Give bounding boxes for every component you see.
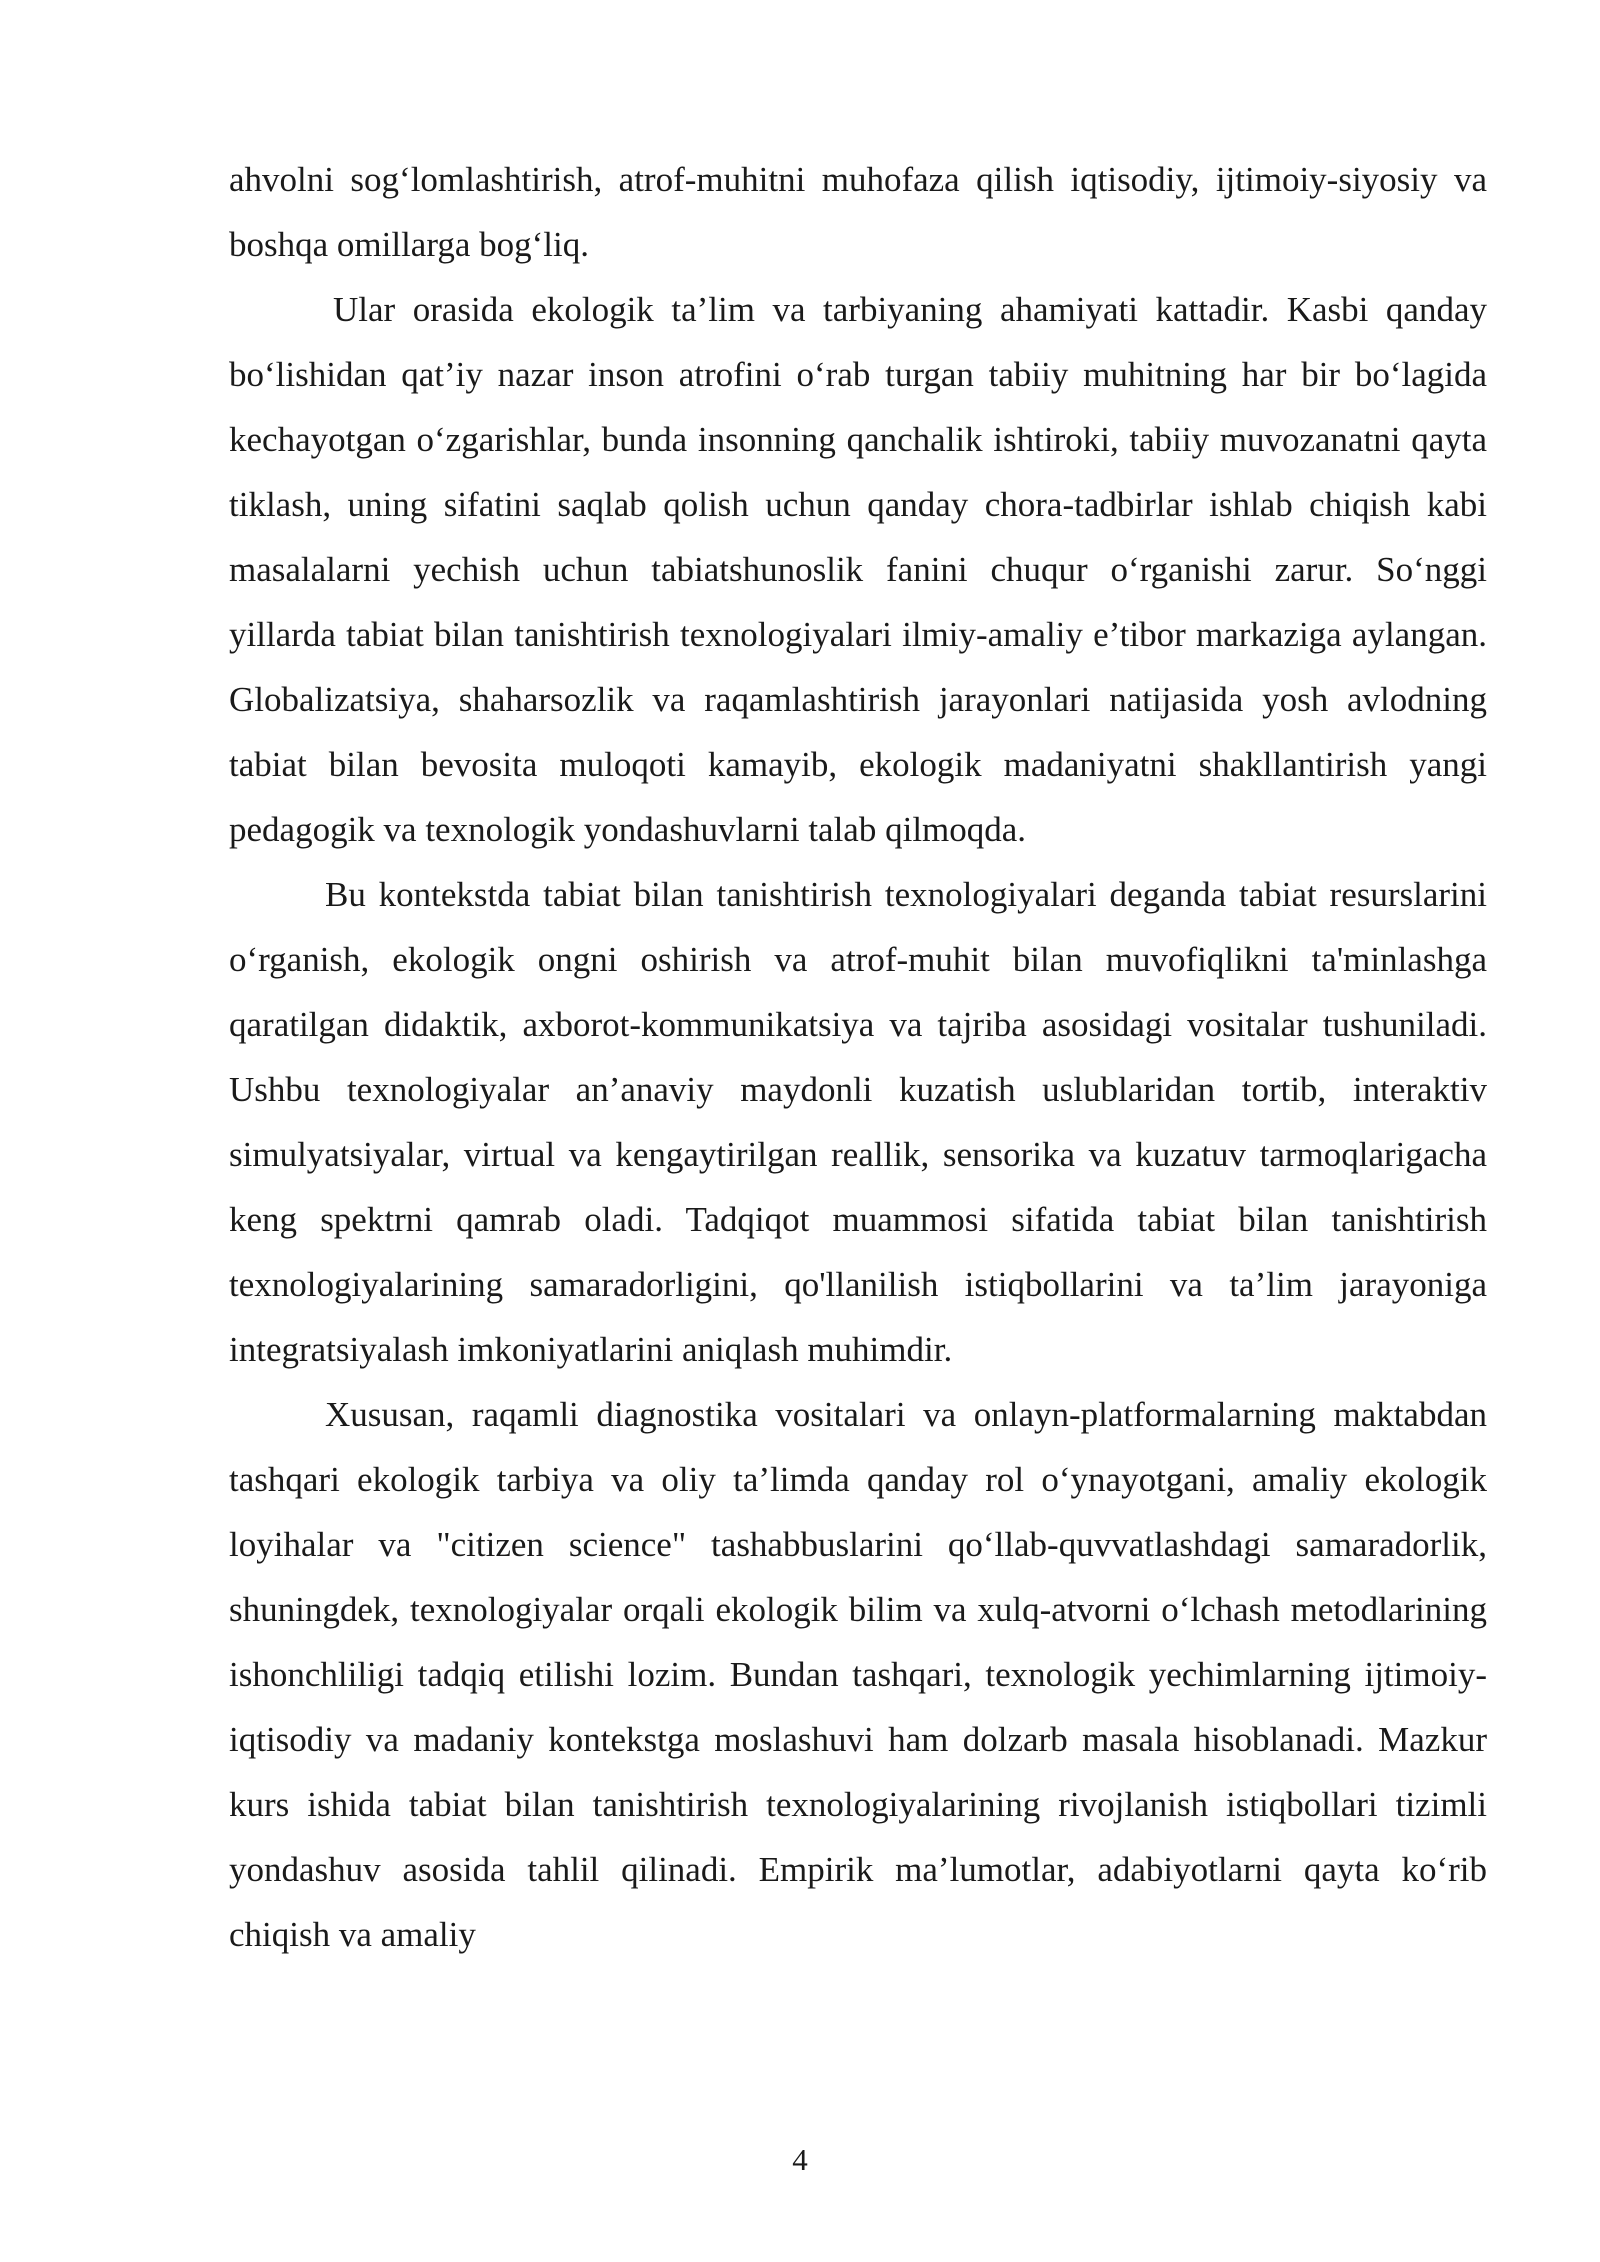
paragraph-continuation: ahvolni sog‘lomlashtirish, atrof-muhitni muhofaza qilish iqtisodiy, ijtimoiy-siyosiy va boshqa omillarga bog‘liq. [229, 160, 1487, 264]
page-body [229, 147, 1487, 1967]
paragraph-digital-diagnostics: Xususan, raqamli diagnostika vositalari va onlayn-platformalarning maktabdan tashqari ekologik tarbiya va oliy ta’limda qanday rol o‘ynayotgani, amaliy ekologik loyihalar va "citizen science" tashabbuslarini qo‘llab-quvvatlashdagi samaradorlik, shuningdek, texnologiyalar orqali ekologik bilim va xulq-atvorni o‘lchash metodlarining ishonchliligi tadqiq etilishi lozim. Bundan tashqari, texnologik yechimlarning ijtimoiy-iqtisodiy va madaniy kontekstga moslashuvi ham dolzarb masala hisoblanadi. Mazkur kurs ishida tabiat bilan tanishtirish texnologiyalarining rivojlanish istiqbollari tizimli yondashuv asosida tahlil qilinadi. Empirik ma’lumotlar, adabiyotlarni qayta ko‘rib chiqish va amaliy [229, 1395, 1487, 1954]
page-number: 4 [792, 2142, 808, 2177]
paragraph-technology-context: Bu kontekstda tabiat bilan tanishtirish texnologiyalari deganda tabiat resurslarini o‘rganish, ekologik ongni oshirish va atrof-muhit bilan muvofiqlikni ta'minlashga qaratilgan didaktik, axborot-kommunikatsiya va tajriba asosidagi vositalar tushuniladi. Ushbu texnologiyalar an’anaviy maydonli kuzatish uslublaridan tortib, interaktiv simulyatsiyalar, virtual va kengaytirilgan reallik, sensorika va kuzatuv tarmoqlarigacha keng spektrni qamrab oladi. Tadqiqot muammosi sifatida tabiat bilan tanishtirish texnologiyalarining samaradorligini, qo'llanilish istiqbollarini va ta’lim jarayoniga integratsiyalash imkoniyatlarini aniqlash muhimdir. [229, 875, 1487, 1369]
paragraph-ecological-education: Ular orasida ekologik ta’lim va tarbiyaning ahamiyati kattadir. Kasbi qanday bo‘lishidan qat’iy nazar inson atrofini o‘rab turgan tabiiy muhitning har bir bo‘lagida kechayotgan o‘zgarishlar, bunda insonning qanchalik ishtiroki, tabiiy muvozanatni qayta tiklash, uning sifatini saqlab qolish uchun qanday chora-tadbirlar ishlab chiqish kabi masalalarni yechish uchun tabiatshunoslik fanini chuqur o‘rganishi zarur. So‘nggi yillarda tabiat bilan tanishtirish texnologiyalari ilmiy-amaliy e’tibor markaziga aylangan. Globalizatsiya, shaharsozlik va raqamlashtirish jarayonlari natijasida yosh avlodning tabiat bilan bevosita muloqoti kamayib, ekologik madaniyatni shakllantirish yangi pedagogik va texnologik yondashuvlarni talab qilmoqda. [229, 290, 1487, 849]
